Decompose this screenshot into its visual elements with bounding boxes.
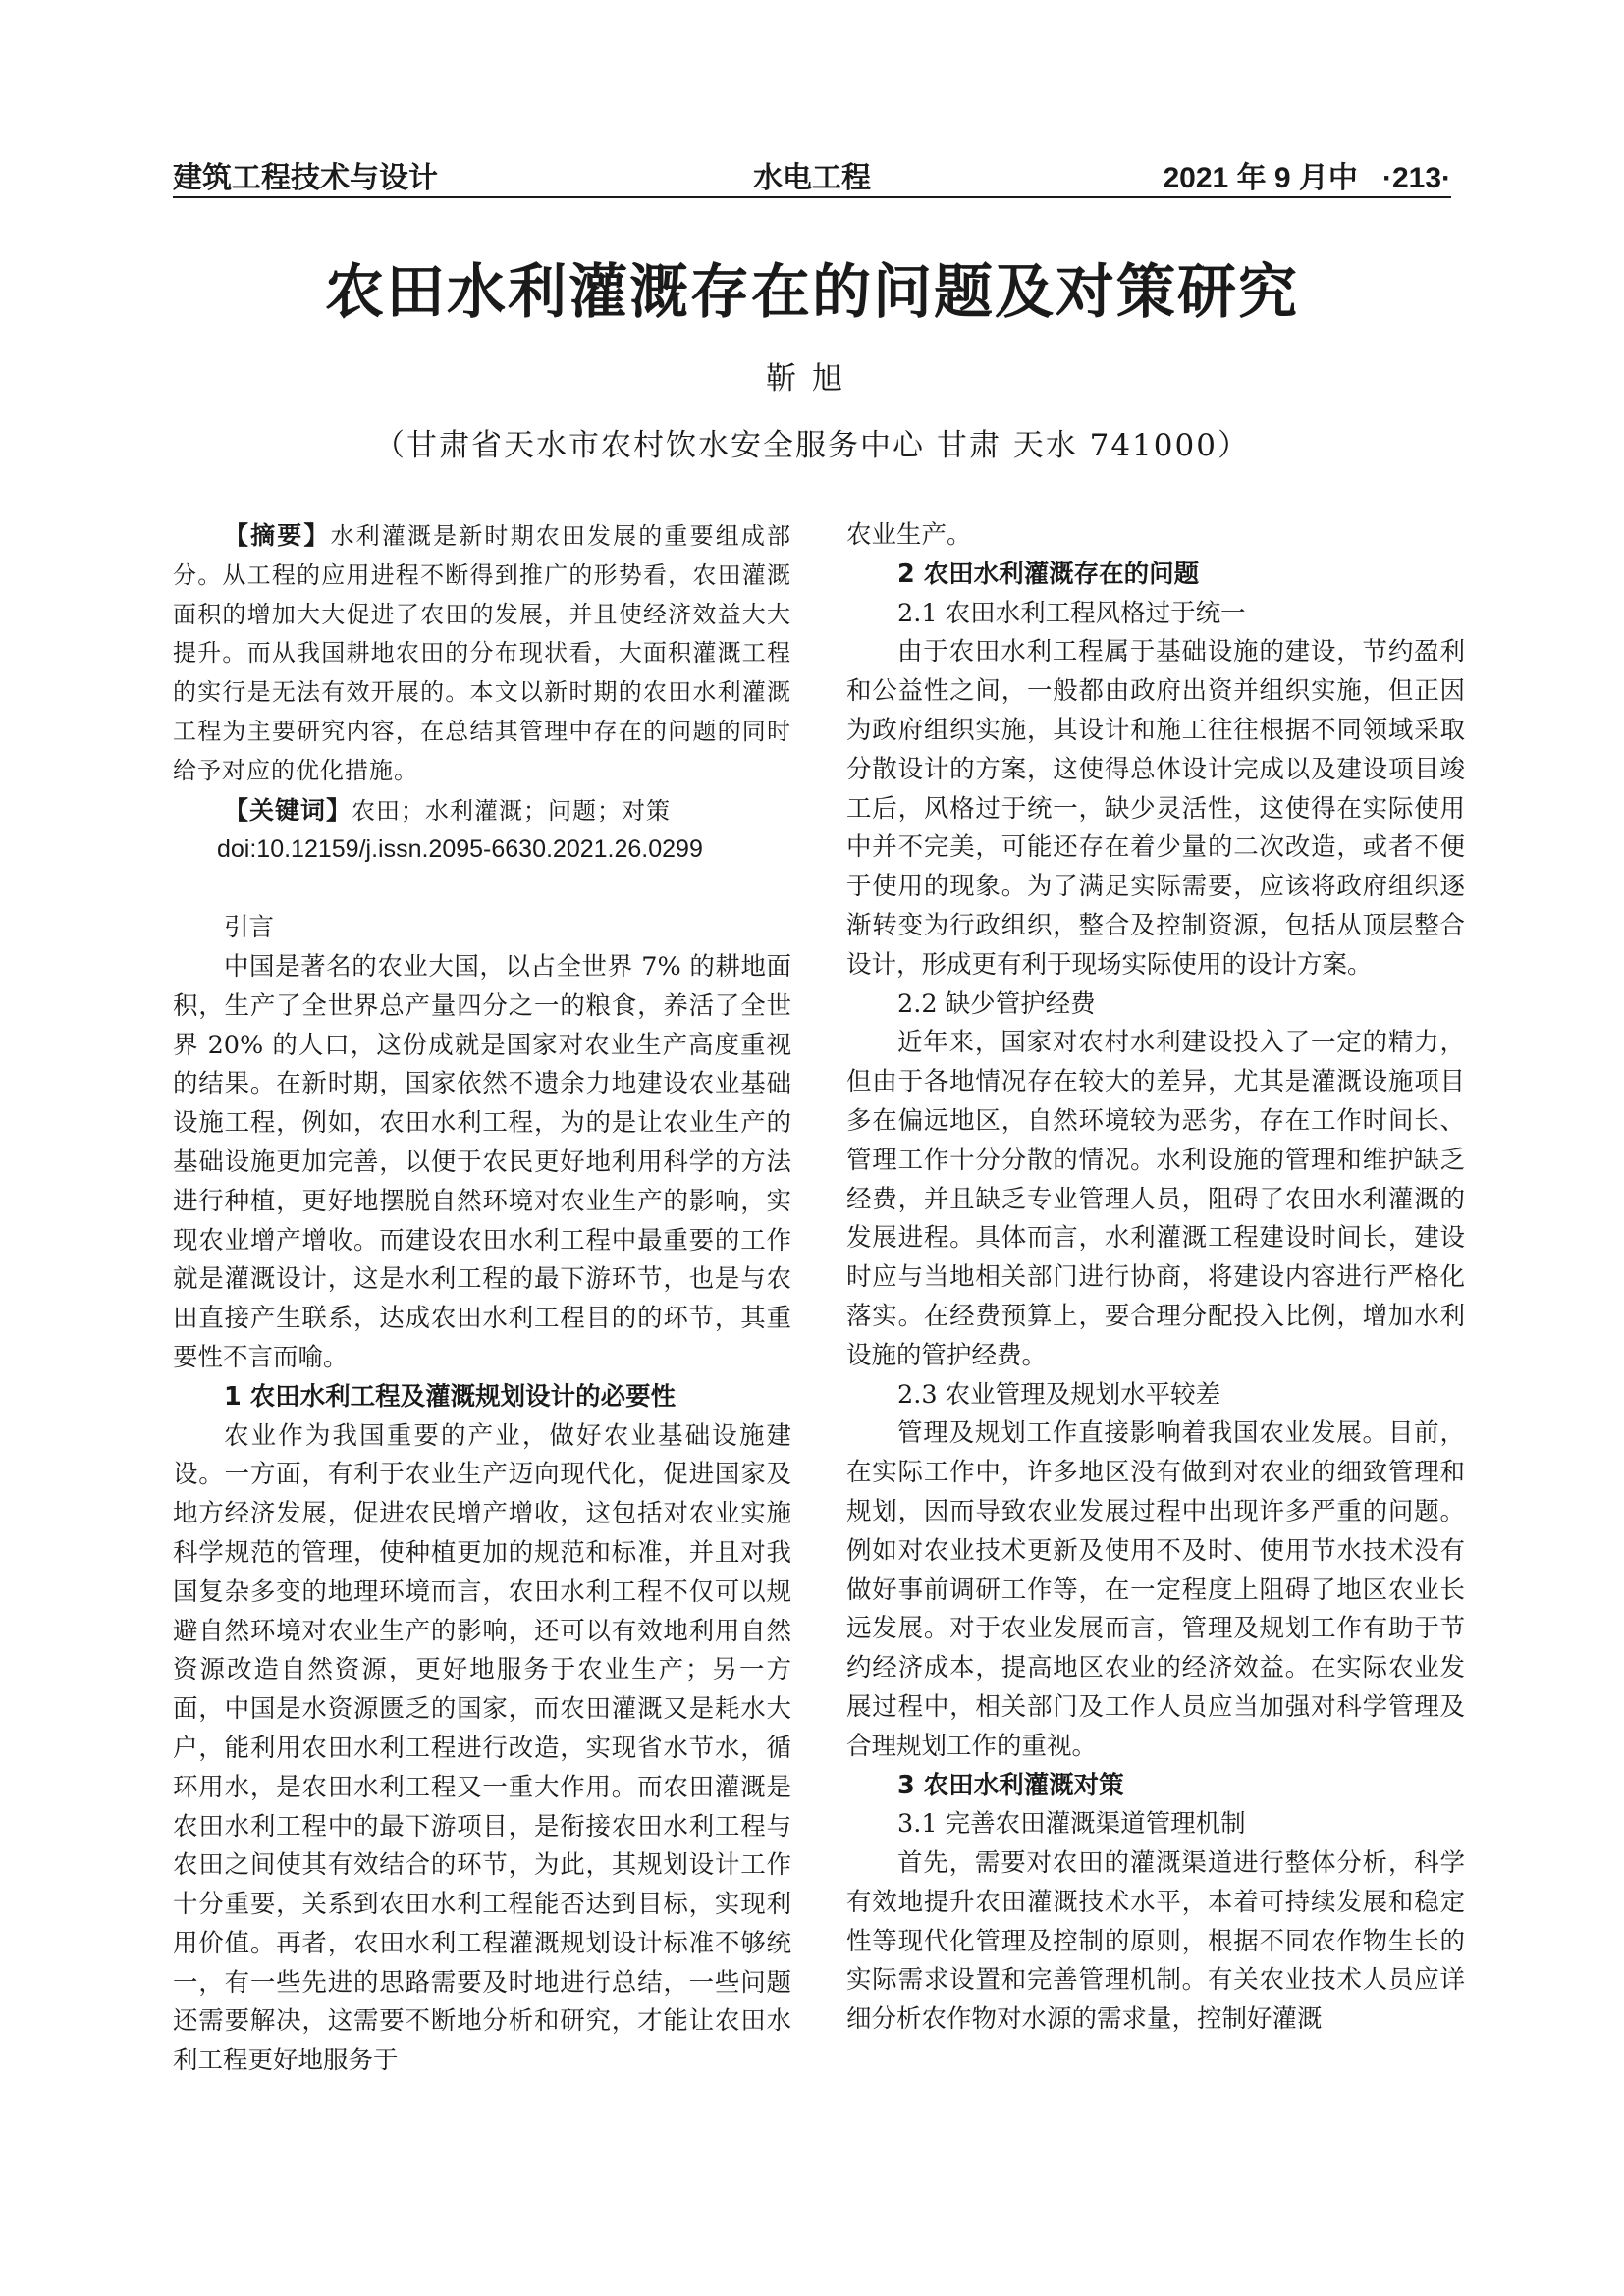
right-column bbox=[846, 516, 1465, 2040]
issue-and-page bbox=[1164, 153, 1452, 196]
section-2-2-paragraph: 近年来，国家对农村水利建设投入了一定的精力，但由于各地情况存在较大的差异，尤其是灌溉设施项目多在偏远地区，自然环境较为恶劣，存在工作时间长、管理工作十分分散的情况。水利设施的管理和维护缺乏经费，并且缺乏专业管理人员，阻碍了农田水利灌溉的发展进程。具体而言，水利灌溉工程建设时间长，建设时应与当地相关部门进行协商，将建设内容进行严格化落实。在经费预算上，要合理分配投入比例，增加水利设施的管护经费。 bbox=[846, 1028, 1465, 1370]
section-2-3-paragraph: 管理及规划工作直接影响着我国农业发展。目前，在实际工作中，许多地区没有做到对农业的细致管理和规划，因而导致农业发展过程中出现许多严重的问题。例如对农业技术更新及使用不及时、使用节水技术没有做好事前调研工作等，在一定程度上阻碍了地区农业长远发展。对于农业发展而言，管理及规划工作有助于节约经济成本，提高地区农业的经济效益。在实际农业发展过程中，相关部门及工作人员应当加强对科学管理及合理规划工作的重视。 bbox=[846, 1418, 1465, 1761]
running-header bbox=[173, 153, 1451, 192]
issue-date: 2021 年 9 月中 bbox=[1163, 162, 1358, 194]
section-2-1-heading: 2.1 农田水利工程风格过于统一 bbox=[897, 598, 1246, 628]
section-1-paragraph: 农业作为我国重要的产业，做好农业基础设施建设。一方面，有利于农业生产迈向现代化，促进国家及地方经济发展，促进农民增产增收，这包括对农业实施科学规范的管理，使种植更加的规范和标准，并且对我国复杂多变的地理环境而言，农田水利工程不仅可以规避自然环境对农业生产的影响，还可以有效地利用自然资源改造自然资源，更好地服务于农业生产；另一方面，中国是水资源匮乏的国家，而农田灌溉又是耗水大户，能利用农田水利工程进行改造，实现省水节水，循环用水，是农田水利工程又一重大作用。而农田灌溉是农田水利工程中的最下游项目，是衔接农田水利工程与农田之间使其有效结合的环节，为此，其规划设计工作十分重要，关系到农田水利工程能否达到目标，实现利用价值。再者，农田水利工程灌溉规划设计标准不够统一，有一些先进的思路需要及时地进行总结，一些问题还需要解决，这需要不断地分析和研究，才能让农田水利工程更好地服务于 bbox=[173, 1420, 791, 2076]
section-1-heading: 1 农田水利工程及灌溉规划设计的必要性 bbox=[224, 1381, 677, 1412]
section-3-1-paragraph: 首先，需要对农田的灌溉渠道进行整体分析，科学有效地提升农田灌溉技术水平，本着可持续发展和稳定性等现代化管理及控制的原则，根据不同农作物生长的实际需求设置和完善管理机制。有关农业技术人员应详细分析农作物对水源的需求量，控制好灌溉 bbox=[846, 1848, 1465, 2035]
keywords-label: 【关键词】 bbox=[224, 795, 352, 825]
doi: doi:10.12159/j.issn.2095-6630.2021.26.0299 bbox=[217, 835, 703, 864]
section-2-2-heading: 2.2 缺少管护经费 bbox=[897, 988, 1096, 1019]
abstract bbox=[173, 516, 791, 791]
left-column bbox=[173, 516, 791, 2081]
intro-paragraph: 中国是著名的农业大国，以占全世界 7% 的耕地面积，生产了全世界总产量四分之一的粮食，养活了全世界 20% 的人口，这份成就是国家对农业生产高度重视的结果。在新时期，国家依然不遗余力地建设农业基础设施工程，例如，农田水利工程，为的是让农业生产的基础设施更加完善，以便于农民更好地利用科学的方法进行种植，更好地摆脱自然环境对农业生产的影响，实现农业增产增收。而建设农田水利工程中最重要的工作就是灌溉设计，这是水利工程的最下游环节，也是与农田直接产生联系，达成农田水利工程目的的环节，其重要性不言而喻。 bbox=[173, 951, 791, 1372]
section-3-heading: 3 农田水利灌溉对策 bbox=[897, 1770, 1124, 1800]
keywords-text: 农田；水利灌溉；问题；对策 bbox=[352, 796, 672, 825]
page-number: ·213· bbox=[1381, 162, 1451, 194]
abstract-label: 【摘要】 bbox=[224, 521, 331, 550]
author-affiliation: （甘肃省天水市农村饮水安全服务中心 甘肃 天水 741000） bbox=[374, 428, 1250, 463]
journal-name: 建筑工程技术与设计 bbox=[173, 162, 438, 194]
section-2-3-heading: 2.3 农业管理及规划水平较差 bbox=[897, 1379, 1221, 1410]
author-name: 靳旭 bbox=[766, 361, 858, 397]
section-name: 水电工程 bbox=[753, 162, 871, 194]
abstract-text: 水利灌溉是新时期农田发展的重要组成部分。从工程的应用进程不断得到推广的形势看，农田灌溉面积的增加大大促进了农田的发展，并且使经济效益大大提升。而从我国耕地农田的分布现状看，大面积灌溉工程的实行是无法有效开展的。本文以新时期的农田水利灌溉工程为主要研究内容，在总结其管理中存在的问题的同时给予对应的优化措施。 bbox=[173, 522, 791, 784]
continued-text: 农业生产。 bbox=[846, 520, 972, 550]
header-rule bbox=[173, 196, 1451, 198]
article-title: 农田水利灌溉存在的问题及对策研究 bbox=[325, 258, 1299, 327]
section-3-1-heading: 3.1 完善农田灌溉渠道管理机制 bbox=[897, 1809, 1246, 1840]
intro-heading: 引言 bbox=[224, 913, 275, 943]
section-2-1-paragraph: 由于农田水利工程属于基础设施的建设，节约盈利和公益性之间，一般都由政府出资并组织实施，但正因为政府组织实施，其设计和施工往往根据不同领域采取分散设计的方案，这使得总体设计完成以及建设项目竣工后，风格过于统一，缺少灵活性，这使得在实际使用中并不完美，可能还存在着少量的二次改造，或者不便于使用的现象。为了满足实际需要，应该将政府组织逐渐转变为行政组织，整合及控制资源，包括从顶层整合设计，形成更有利于现场实际使用的设计方案。 bbox=[846, 637, 1465, 980]
keywords bbox=[173, 791, 791, 831]
section-2-heading: 2 农田水利灌溉存在的问题 bbox=[897, 559, 1200, 589]
